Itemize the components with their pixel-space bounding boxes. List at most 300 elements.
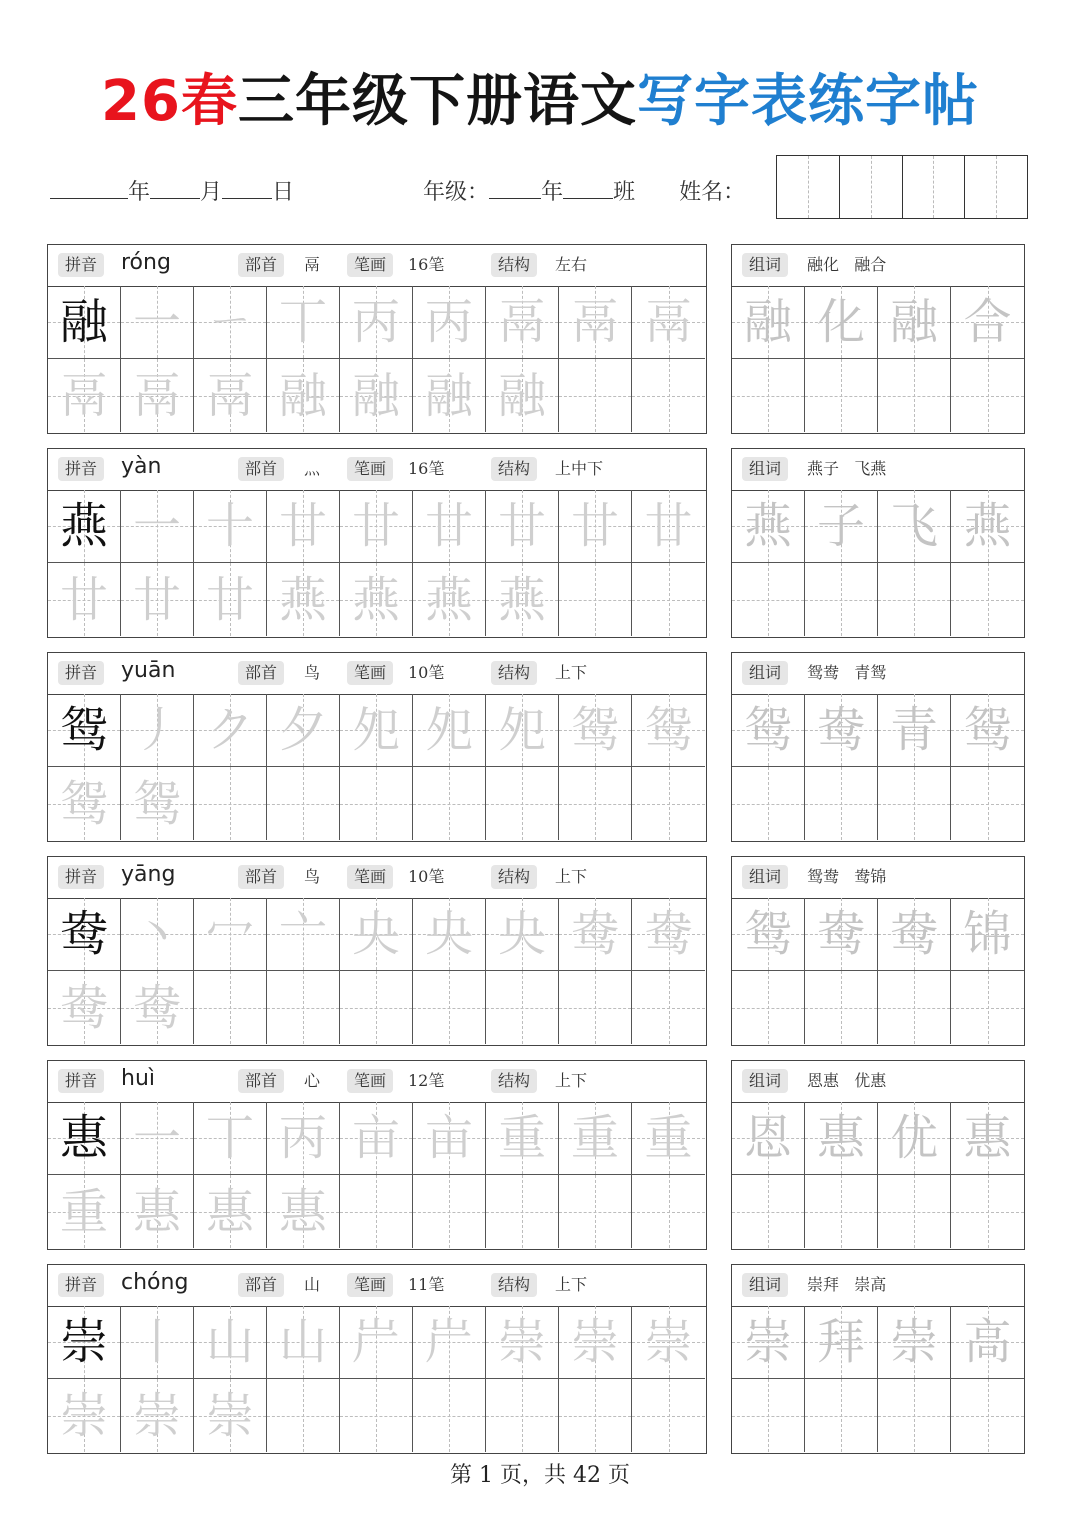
- stroke-step: 重: [59, 1183, 108, 1240]
- writing-cell[interactable]: [267, 971, 340, 1044]
- stroke-step: 亩: [424, 1110, 473, 1166]
- writing-cell[interactable]: [559, 694, 632, 767]
- words-cell[interactable]: [805, 563, 878, 636]
- stroke-step: 惠: [278, 1183, 327, 1240]
- words-cell[interactable]: [805, 490, 878, 563]
- writing-cell[interactable]: [48, 767, 121, 840]
- stroke-step: 崇: [497, 1314, 546, 1370]
- writing-cell[interactable]: [632, 971, 705, 1044]
- stroke-step: 丨: [132, 1314, 181, 1370]
- writing-cell[interactable]: [194, 359, 267, 432]
- writing-cell[interactable]: [632, 1175, 705, 1248]
- stroke-step: 燕: [497, 571, 546, 628]
- writing-cell[interactable]: [559, 1175, 632, 1248]
- writing-grid: [48, 898, 705, 1044]
- stroke-step: 燕: [351, 571, 400, 628]
- day-label: 日: [272, 180, 295, 205]
- writing-cell[interactable]: [486, 1102, 559, 1175]
- writing-cell[interactable]: [559, 1102, 632, 1175]
- radical-tag: 部首: [238, 457, 284, 481]
- writing-cell[interactable]: [486, 971, 559, 1044]
- words-cell[interactable]: [951, 1306, 1024, 1379]
- words-cell[interactable]: [951, 971, 1024, 1044]
- stroke-step: 重: [570, 1110, 619, 1166]
- words-cell[interactable]: [951, 359, 1024, 432]
- stroke-step: 惠: [132, 1183, 181, 1240]
- writing-cell[interactable]: [632, 1379, 705, 1452]
- words-value: 崇拜 崇高: [807, 1275, 887, 1294]
- writing-cell[interactable]: [121, 490, 194, 563]
- writing-cell[interactable]: [559, 1379, 632, 1452]
- words-cell[interactable]: [878, 694, 951, 767]
- structure-tag: 结构: [491, 457, 537, 481]
- stroke-step: 廿: [59, 571, 108, 628]
- writing-cell[interactable]: [121, 359, 194, 432]
- writing-cell[interactable]: [121, 767, 194, 840]
- writing-cell[interactable]: [486, 898, 559, 971]
- grade-label: 年级：: [423, 180, 490, 205]
- words-grid: [732, 1102, 1023, 1248]
- card-header: [48, 653, 706, 695]
- writing-grid: [48, 1306, 705, 1452]
- words-cell[interactable]: [732, 490, 805, 563]
- stroke-step: 融: [278, 367, 327, 424]
- words-cell[interactable]: [878, 1379, 951, 1452]
- words-cell[interactable]: [878, 1175, 951, 1248]
- writing-cell[interactable]: [48, 971, 121, 1044]
- words-cell[interactable]: [805, 1102, 878, 1175]
- writing-cell[interactable]: [267, 563, 340, 636]
- stroke-step: 亩: [351, 1110, 400, 1166]
- month-blank[interactable]: [150, 178, 200, 199]
- writing-cell[interactable]: [267, 898, 340, 971]
- trace-character: 惠: [816, 1110, 865, 1166]
- writing-cell[interactable]: [340, 1175, 413, 1248]
- trace-character: 飞: [889, 498, 938, 554]
- grade-year-label: 年: [541, 180, 564, 205]
- writing-cell[interactable]: [413, 1379, 486, 1452]
- words-cell[interactable]: [732, 694, 805, 767]
- writing-cell[interactable]: [413, 971, 486, 1044]
- writing-cell[interactable]: [486, 359, 559, 432]
- writing-cell[interactable]: [632, 490, 705, 563]
- writing-cell[interactable]: [486, 563, 559, 636]
- words-cell[interactable]: [732, 1306, 805, 1379]
- writing-cell[interactable]: [559, 563, 632, 636]
- trace-character: 锦: [963, 906, 1012, 962]
- stroke-step: 夗: [424, 702, 473, 758]
- radical-value: 心: [304, 1071, 321, 1090]
- character-card: [47, 1264, 707, 1454]
- writing-grid: [48, 490, 705, 636]
- words-cell[interactable]: [732, 563, 805, 636]
- trace-character: 青: [889, 702, 938, 758]
- writing-cell[interactable]: [48, 359, 121, 432]
- stroke-step: 廿: [644, 498, 693, 554]
- words-cell[interactable]: [805, 359, 878, 432]
- structure-tag: 结构: [491, 865, 537, 889]
- writing-cell[interactable]: [194, 1306, 267, 1379]
- writing-cell[interactable]: [194, 898, 267, 971]
- writing-cell[interactable]: [267, 1175, 340, 1248]
- writing-cell[interactable]: [413, 767, 486, 840]
- stroke-step: 鸳: [570, 702, 619, 758]
- words-cell[interactable]: [878, 286, 951, 359]
- writing-cell[interactable]: [121, 1102, 194, 1175]
- card-header: [48, 1061, 706, 1103]
- words-cell[interactable]: [951, 1102, 1024, 1175]
- writing-cell[interactable]: [632, 359, 705, 432]
- words-cell[interactable]: [732, 767, 805, 840]
- writing-grid: [48, 286, 705, 432]
- words-cell[interactable]: [805, 971, 878, 1044]
- words-grid: [732, 694, 1023, 840]
- strokes-tag: 笔画: [347, 1273, 393, 1297]
- page-footer: 第 1 页，共 42 页: [450, 1463, 630, 1488]
- words-value: 恩惠 优惠: [807, 1071, 887, 1090]
- writing-cell[interactable]: [194, 563, 267, 636]
- writing-cell[interactable]: [413, 359, 486, 432]
- writing-cell[interactable]: [632, 286, 705, 359]
- writing-cell[interactable]: [48, 490, 121, 563]
- stroke-step: 重: [497, 1110, 546, 1166]
- writing-cell[interactable]: [267, 1102, 340, 1175]
- stroke-step: 央: [351, 906, 400, 962]
- trace-character: 鸳: [963, 702, 1012, 758]
- writing-cell[interactable]: [340, 1102, 413, 1175]
- radical-value: 灬: [304, 459, 321, 478]
- words-cell[interactable]: [951, 767, 1024, 840]
- words-cell[interactable]: [878, 1102, 951, 1175]
- stroke-step: 夕: [278, 702, 327, 758]
- stroke-step: 山: [278, 1314, 327, 1370]
- stroke-step: 一: [132, 1110, 181, 1166]
- writing-cell[interactable]: [194, 1102, 267, 1175]
- words-cell[interactable]: [805, 1175, 878, 1248]
- words-cell[interactable]: [732, 898, 805, 971]
- name-box[interactable]: [840, 156, 903, 218]
- writing-cell[interactable]: [340, 490, 413, 563]
- writing-cell[interactable]: [632, 1306, 705, 1379]
- words-card: [731, 244, 1025, 434]
- strokes-value: 11笔: [408, 1275, 445, 1294]
- writing-cell[interactable]: [340, 286, 413, 359]
- words-cell[interactable]: [951, 286, 1024, 359]
- words-card: [731, 652, 1025, 842]
- trace-character: 崇: [889, 1314, 938, 1370]
- writing-cell[interactable]: [340, 898, 413, 971]
- trace-character: 崇: [743, 1314, 792, 1370]
- writing-cell[interactable]: [340, 563, 413, 636]
- words-cell[interactable]: [805, 1306, 878, 1379]
- stroke-step: 鸳: [59, 775, 108, 832]
- words-cell[interactable]: [951, 490, 1024, 563]
- year-blank[interactable]: [50, 178, 128, 199]
- trace-character: 燕: [743, 498, 792, 554]
- stroke-step: 丙: [424, 294, 473, 350]
- words-tag: 组词: [742, 865, 788, 889]
- class-blank[interactable]: [563, 178, 613, 199]
- stroke-step: 丅: [278, 294, 327, 350]
- writing-cell[interactable]: [194, 694, 267, 767]
- writing-cell[interactable]: [340, 1306, 413, 1379]
- writing-cell[interactable]: [486, 767, 559, 840]
- writing-cell[interactable]: [559, 359, 632, 432]
- name-boxes[interactable]: [776, 155, 1028, 219]
- writing-cell[interactable]: [340, 359, 413, 432]
- trace-character: 化: [816, 294, 865, 350]
- writing-cell[interactable]: [559, 1306, 632, 1379]
- writing-cell[interactable]: [48, 286, 121, 359]
- writing-cell[interactable]: [121, 694, 194, 767]
- stroke-step: 鬲: [132, 367, 181, 424]
- pinyin-value: huì: [121, 1066, 155, 1091]
- structure-tag: 结构: [491, 661, 537, 685]
- trace-character: 子: [816, 498, 865, 554]
- writing-cell[interactable]: [121, 286, 194, 359]
- writing-cell[interactable]: [632, 694, 705, 767]
- words-cell[interactable]: [805, 767, 878, 840]
- writing-cell[interactable]: [340, 1379, 413, 1452]
- writing-cell[interactable]: [559, 286, 632, 359]
- words-cell[interactable]: [805, 694, 878, 767]
- writing-cell[interactable]: [48, 1102, 121, 1175]
- words-cell[interactable]: [805, 1379, 878, 1452]
- words-cell[interactable]: [878, 767, 951, 840]
- character-card: [47, 652, 707, 842]
- writing-cell[interactable]: [559, 898, 632, 971]
- words-cell[interactable]: [805, 898, 878, 971]
- stroke-step: 鬲: [570, 294, 619, 350]
- words-tag: 组词: [742, 457, 788, 481]
- radical-tag: 部首: [238, 1069, 284, 1093]
- words-cell[interactable]: [878, 490, 951, 563]
- writing-grid: [48, 1102, 705, 1248]
- writing-cell[interactable]: [340, 694, 413, 767]
- writing-cell[interactable]: [340, 971, 413, 1044]
- words-value: 鸳鸯 青鸳: [807, 663, 887, 682]
- writing-cell[interactable]: [121, 1175, 194, 1248]
- writing-cell[interactable]: [413, 490, 486, 563]
- pinyin-tag: 拼音: [58, 1069, 104, 1093]
- stroke-step: 山: [205, 1314, 254, 1370]
- stroke-step: 屵: [424, 1314, 473, 1370]
- character-card: [47, 244, 707, 434]
- stroke-step: 鸳: [644, 702, 693, 758]
- stroke-step: 鬲: [644, 294, 693, 350]
- radical-value: 鬲: [304, 255, 321, 274]
- writing-cell[interactable]: [340, 767, 413, 840]
- writing-cell[interactable]: [559, 490, 632, 563]
- words-cell[interactable]: [732, 1379, 805, 1452]
- writing-cell[interactable]: [267, 359, 340, 432]
- model-character: 燕: [59, 498, 108, 554]
- stroke-step: 鬲: [497, 294, 546, 350]
- name-box[interactable]: [965, 156, 1027, 218]
- pinyin-value: róng: [121, 250, 171, 275]
- writing-cell[interactable]: [194, 971, 267, 1044]
- writing-cell[interactable]: [413, 694, 486, 767]
- radical-tag: 部首: [238, 253, 284, 277]
- writing-cell[interactable]: [121, 1379, 194, 1452]
- trace-character: 燕: [963, 498, 1012, 554]
- card-header: [48, 449, 706, 491]
- writing-cell[interactable]: [48, 1175, 121, 1248]
- writing-cell[interactable]: [48, 898, 121, 971]
- words-cell[interactable]: [951, 898, 1024, 971]
- words-cell[interactable]: [878, 359, 951, 432]
- writing-cell[interactable]: [194, 1175, 267, 1248]
- writing-cell[interactable]: [413, 1102, 486, 1175]
- words-header: [732, 245, 1024, 287]
- words-cell[interactable]: [732, 359, 805, 432]
- title-part-red: 26春: [101, 69, 238, 134]
- stroke-step: 廿: [132, 571, 181, 628]
- writing-cell[interactable]: [194, 1379, 267, 1452]
- pinyin-tag: 拼音: [58, 1273, 104, 1297]
- model-character: 崇: [59, 1314, 108, 1370]
- writing-cell[interactable]: [413, 1175, 486, 1248]
- stroke-step: 崇: [59, 1387, 108, 1444]
- trace-character: 惠: [963, 1110, 1012, 1166]
- writing-cell[interactable]: [267, 1379, 340, 1452]
- words-cell[interactable]: [878, 563, 951, 636]
- character-card: [47, 856, 707, 1046]
- words-cell[interactable]: [878, 898, 951, 971]
- stroke-step: 央: [424, 906, 473, 962]
- words-cell[interactable]: [878, 1306, 951, 1379]
- grade-blank[interactable]: [489, 178, 541, 199]
- strokes-tag: 笔画: [347, 457, 393, 481]
- stroke-step: 鸯: [132, 979, 181, 1036]
- stroke-step: 鬲: [205, 367, 254, 424]
- stroke-step: 十: [205, 498, 254, 554]
- page-title: [0, 62, 1080, 142]
- writing-cell[interactable]: [48, 563, 121, 636]
- writing-cell[interactable]: [267, 767, 340, 840]
- writing-cell[interactable]: [194, 767, 267, 840]
- words-cell[interactable]: [805, 286, 878, 359]
- words-header: [732, 857, 1024, 899]
- writing-cell[interactable]: [194, 490, 267, 563]
- stroke-step: 央: [497, 906, 546, 962]
- writing-cell[interactable]: [559, 767, 632, 840]
- words-tag: 组词: [742, 253, 788, 277]
- writing-cell[interactable]: [632, 767, 705, 840]
- stroke-step: 崇: [205, 1387, 254, 1444]
- strokes-tag: 笔画: [347, 253, 393, 277]
- words-cell[interactable]: [732, 971, 805, 1044]
- structure-value: 上下: [555, 1071, 588, 1090]
- stroke-step: 亠: [278, 906, 327, 962]
- strokes-value: 16笔: [408, 255, 445, 274]
- writing-cell[interactable]: [413, 286, 486, 359]
- writing-cell[interactable]: [48, 1306, 121, 1379]
- writing-cell[interactable]: [267, 1306, 340, 1379]
- writing-cell[interactable]: [413, 898, 486, 971]
- words-cell[interactable]: [732, 1175, 805, 1248]
- stroke-step: 廿: [424, 498, 473, 554]
- stroke-step: 一: [132, 498, 181, 554]
- radical-value: 山: [304, 1275, 321, 1294]
- trace-character: 融: [889, 294, 938, 350]
- writing-cell[interactable]: [486, 1379, 559, 1452]
- writing-cell[interactable]: [486, 694, 559, 767]
- pinyin-tag: 拼音: [58, 253, 104, 277]
- words-cell[interactable]: [732, 1102, 805, 1175]
- writing-cell[interactable]: [121, 1306, 194, 1379]
- stroke-step: 融: [351, 367, 400, 424]
- stroke-step: 丶: [132, 906, 181, 962]
- words-tag: 组词: [742, 1069, 788, 1093]
- writing-cell[interactable]: [632, 1102, 705, 1175]
- structure-value: 上中下: [555, 459, 604, 478]
- writing-cell[interactable]: [413, 1306, 486, 1379]
- words-cell[interactable]: [951, 1175, 1024, 1248]
- stroke-step: 融: [424, 367, 473, 424]
- writing-cell[interactable]: [486, 1175, 559, 1248]
- writing-cell[interactable]: [121, 563, 194, 636]
- writing-grid: [48, 694, 705, 840]
- stroke-step: 廿: [205, 571, 254, 628]
- name-box[interactable]: [777, 156, 840, 218]
- structure-tag: 结构: [491, 1069, 537, 1093]
- writing-cell[interactable]: [632, 563, 705, 636]
- words-cell[interactable]: [878, 971, 951, 1044]
- stroke-step: 鸯: [59, 979, 108, 1036]
- writing-cell[interactable]: [267, 694, 340, 767]
- words-cell[interactable]: [951, 563, 1024, 636]
- writing-cell[interactable]: [48, 1379, 121, 1452]
- writing-cell[interactable]: [267, 490, 340, 563]
- words-card: [731, 1264, 1025, 1454]
- words-cell[interactable]: [732, 286, 805, 359]
- writing-cell[interactable]: [486, 1306, 559, 1379]
- stroke-step: 廿: [278, 498, 327, 554]
- writing-cell[interactable]: [486, 490, 559, 563]
- words-card: [731, 1060, 1025, 1250]
- words-header: [732, 653, 1024, 695]
- structure-value: 上下: [555, 1275, 588, 1294]
- name-box[interactable]: [903, 156, 966, 218]
- stroke-step: 冖: [205, 906, 254, 962]
- stroke-step: 燕: [424, 571, 473, 628]
- words-cell[interactable]: [951, 694, 1024, 767]
- pinyin-value: yuān: [121, 658, 176, 683]
- stroke-step: 丿: [132, 702, 181, 758]
- writing-cell[interactable]: [48, 694, 121, 767]
- trace-character: 鸳: [743, 702, 792, 758]
- trace-character: 拜: [816, 1314, 865, 1370]
- writing-cell[interactable]: [413, 563, 486, 636]
- writing-cell[interactable]: [486, 286, 559, 359]
- pinyin-value: chóng: [121, 1270, 189, 1295]
- writing-cell[interactable]: [559, 971, 632, 1044]
- writing-cell[interactable]: [121, 971, 194, 1044]
- writing-cell[interactable]: [267, 286, 340, 359]
- words-cell[interactable]: [951, 1379, 1024, 1452]
- stroke-step: 一: [132, 294, 181, 350]
- words-card: [731, 856, 1025, 1046]
- model-character: 鸳: [59, 702, 108, 758]
- pinyin-value: yāng: [121, 862, 176, 887]
- stroke-step: 丙: [351, 294, 400, 350]
- day-blank[interactable]: [222, 178, 272, 199]
- structure-tag: 结构: [491, 253, 537, 277]
- writing-cell[interactable]: [194, 286, 267, 359]
- writing-cell[interactable]: [121, 898, 194, 971]
- writing-cell[interactable]: [632, 898, 705, 971]
